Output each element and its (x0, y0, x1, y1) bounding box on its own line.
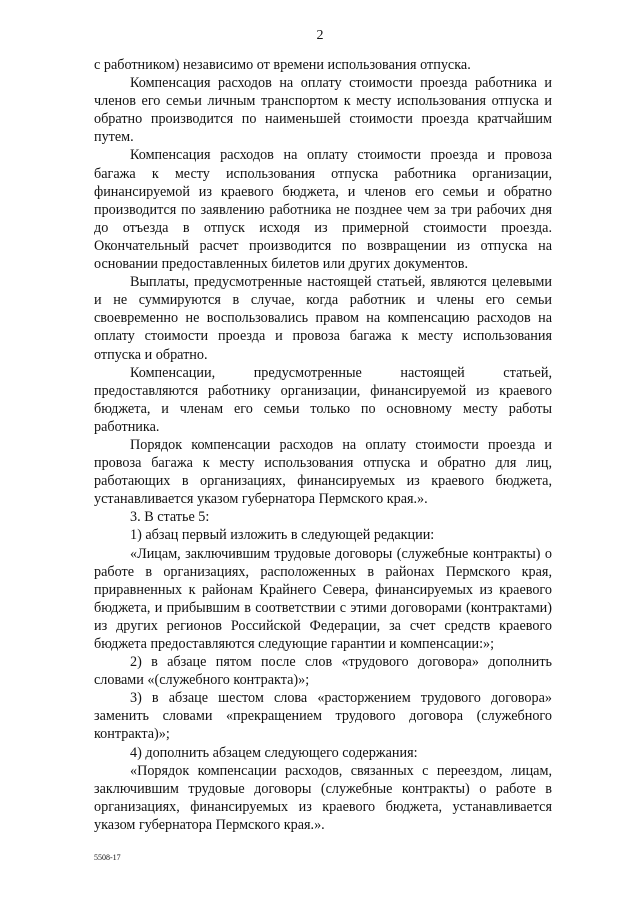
page-number: 2 (316, 28, 324, 43)
paragraph: 3) в абзаце шестом слова «расторжением трудового договора» заменить словами «прекращением трудового договора (служебного контракта)»; (94, 690, 552, 743)
paragraph: 4) дополнить абзацем следующего содержания: (130, 744, 418, 761)
paragraph: Выплаты, предусмотренные настоящей статьей, являются целевыми и не суммируются в случае, когда работник и члены его семьи своевременно не воспользовались правом на компенсацию расходов на оплату стоимости проезда и провоза багажа к месту использования отпуска и обратно. (94, 274, 552, 363)
document-body (94, 56, 552, 834)
paragraph: Порядок компенсации расходов на оплату стоимости проезда и провоза багажа к месту использования отпуска и обратно для лиц, работающих в организациях, финансируемых из краевого бюджета, устанавливается указом губернатора Пермского края.». (94, 436, 552, 508)
paragraph: с работником) независимо от времени использования отпуска. (94, 57, 471, 73)
paragraph: Компенсация расходов на оплату стоимости проезда работника и членов его семьи личным транспортом к месту использования отпуска и обратно производится по наименьшей стоимости проезда кратчайшим путем. (94, 75, 552, 146)
paragraph: Компенсации, предусмотренные настоящей статьей, предоставляются работнику организации, финансируемой из краевого бюджета, и членам его семьи только по основному месту работы работника. (94, 364, 552, 435)
paragraph: Компенсация расходов на оплату стоимости проезда и провоза багажа к месту использования отпуска работника организации, финансируемой из краевого бюджета, и членов его семьи и обратно производится по заявлению работника не позднее чем за три рабочих дня до отъезда в отпуск исходя из примерной стоимости проезда. Окончательный расчет производится по возвращении из отпуска на основании предоставленных билетов или других документов. (94, 147, 552, 273)
paragraph: 1) абзац первый изложить в следующей редакции: (130, 527, 435, 544)
paragraph: «Лицам, заключившим трудовые договоры (служебные контракты) о работе в организациях, расположенных в районах Пермского края, приравненных к районам Крайнего Севера, финансируемых из краевого бюджета, и прибывшим в соответствии с этими договорами (контрактами) из других регионов Российской Федерации, за счет средств краевого бюджета предоставляются следующие гарантии и компенсации:»; (94, 545, 552, 652)
paragraph: 2) в абзаце пятом после слов «трудового договора» дополнить словами «(служебного контракта)»; (94, 654, 552, 689)
paragraph: «Порядок компенсации расходов, связанных с переездом, лицам, заключившим трудовые договоры (служебные контракты) о работе в организациях, финансируемых из краевого бюджета, устанавливается указом губернатора Пермского края.». (94, 762, 552, 833)
document-code: 5508-17 (94, 853, 121, 862)
paragraph: 3. В статье 5: (130, 509, 210, 526)
